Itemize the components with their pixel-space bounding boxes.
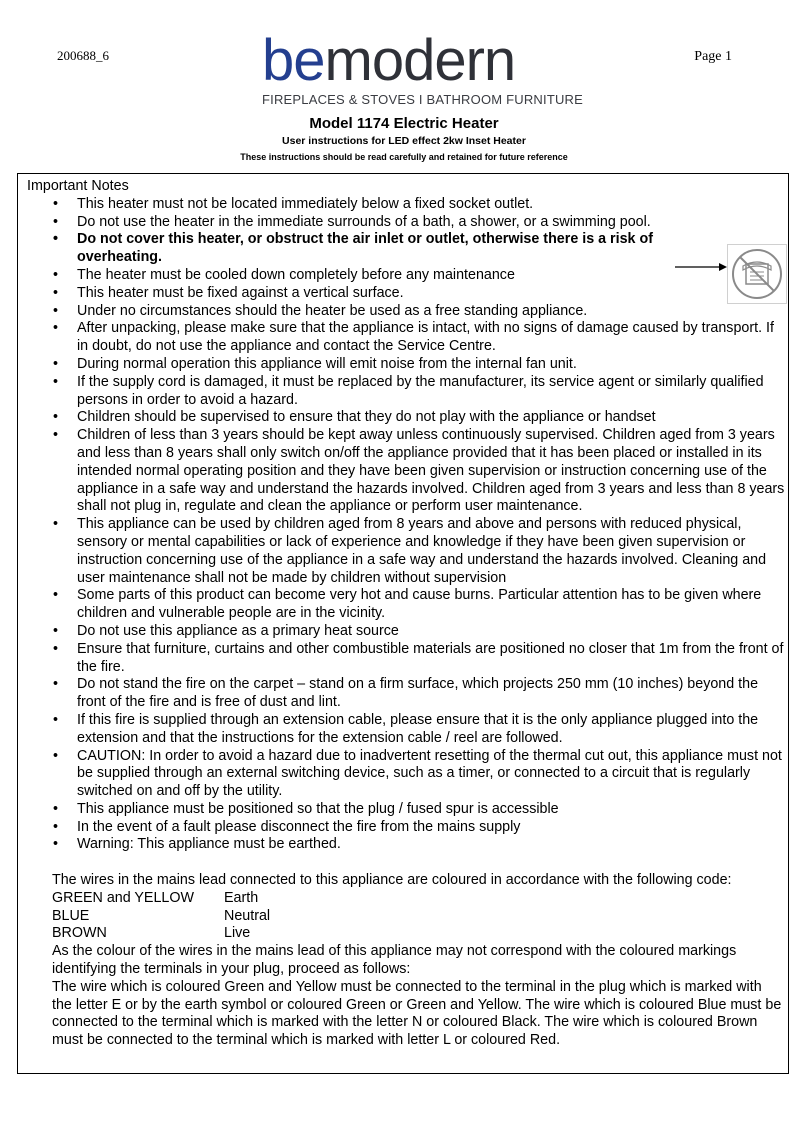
do-not-cover-icon <box>727 244 787 304</box>
wiring-paragraph-1: As the colour of the wires in the mains lead of this appliance may not correspond with the coloured markings identifying the terminals in your plug, proceed as follows: <box>52 943 737 978</box>
brand-logo <box>262 28 584 107</box>
list-item: • This appliance must be positioned so that the plug / fused spur is accessible <box>27 801 785 819</box>
list-item: • Some parts of this product can become very hot and cause burns. Particular attention has to be given where children and vulnerable people are in the vicinity. <box>27 587 785 623</box>
list-item: • Under no circumstances should the heater be used as a free standing appliance. <box>27 303 785 321</box>
list-item: • After unpacking, please make sure that the appliance is intact, with no signs of damage caused by transport. If in doubt, do not use the appliance and contact the Service Centre. <box>27 320 785 356</box>
list-item: • This appliance can be used by children aged from 8 years and above and persons with reduced physical, sensory or mental capabilities or lack of experience and knowledge if they have been given supervision or instruction concerning use of the appliance in a safe way and understand the hazards involved. Cleaning and user maintenance shall not be made by children without supervision <box>27 516 785 587</box>
notes-content <box>27 178 785 1050</box>
list-item: • Do not stand the fire on the carpet – stand on a firm surface, which projects 250 mm (10 inches) beyond the front of the fire and is free of dust and lint. <box>27 676 785 712</box>
list-item: • CAUTION: In order to avoid a hazard due to inadvertent resetting of the thermal cut out, this appliance must not be supplied through an external switching device, such as a timer, or connected to a circuit that is regularly switched on and off by the utility. <box>27 748 785 801</box>
document-id: 200688_6 <box>57 48 109 63</box>
list-item: • In the event of a fault please disconnect the fire from the mains supply <box>27 819 785 837</box>
arrow-right-icon <box>675 261 727 273</box>
list-item: • This heater must be fixed against a vertical surface. <box>27 285 785 303</box>
list-item: • Children should be supervised to ensure that they do not play with the appliance or handset <box>27 409 785 427</box>
page-number: Page 1 <box>694 49 732 64</box>
list-item: • If the supply cord is damaged, it must be replaced by the manufacturer, its service agent or similarly qualified persons in order to avoid a hazard. <box>27 374 785 410</box>
wire-meaning: Live <box>224 925 251 942</box>
title-block <box>0 114 808 164</box>
list-item: • This heater must not be located immediately below a fixed socket outlet. <box>27 196 785 214</box>
list-item: • During normal operation this appliance will emit noise from the internal fan unit. <box>27 356 785 374</box>
wiring-table <box>27 890 785 943</box>
wire-colour: BROWN <box>52 925 107 942</box>
wire-row <box>52 890 785 908</box>
notes-heading: Important Notes <box>27 178 129 194</box>
list-item: • The heater must be cooled down completely before any maintenance <box>27 267 785 285</box>
list-item: • Ensure that furniture, curtains and other combustible materials are positioned no closer that 1m from the front of the fire. <box>27 641 785 677</box>
wiring-paragraph-2: The wire which is coloured Green and Yellow must be connected to the terminal in the plug which is marked with the letter E or by the earth symbol or coloured Green or Green and Yellow. The wire which is coloured Blue must be connected to the terminal which is marked with the letter N or coloured Black. The wire which is coloured Brown must be connected to the terminal which is marked with letter L or coloured Red. <box>52 978 782 1049</box>
wire-meaning: Earth <box>224 889 259 906</box>
list-item: • Do not cover this heater, or obstruct the air inlet or outlet, otherwise there is a risk of overheating. <box>27 231 785 267</box>
list-item: • Do not use the heater in the immediate surrounds of a bath, a shower, or a swimming pool. <box>27 214 785 232</box>
logo-modern: modern <box>324 28 516 93</box>
logo-tagline: FIREPLACES & STOVES I BATHROOM FURNITURE <box>262 92 584 107</box>
wire-meaning: Neutral <box>224 907 271 924</box>
logo-wordmark <box>262 30 562 92</box>
wire-colour: BLUE <box>52 907 90 924</box>
page-note: These instructions should be read carefully and retained for future reference <box>240 152 568 162</box>
list-item: • Warning: This appliance must be earthed. <box>27 836 785 854</box>
notes-list <box>27 196 785 854</box>
list-item: • Children of less than 3 years should be kept away unless continuously supervised. Children aged from 3 years and less than 8 years shall only switch on/off the appliance provided that it has been placed or installed in its intended normal operating position and they have been given supervision or instruction concerning use of the appliance in a safe way and understand the hazards involved. Children aged from 3 years and less than 8 years shall not plug in, regulate and clean the appliance or perform user maintenance. <box>27 427 785 516</box>
page-subtitle: User instructions for LED effect 2kw Inset Heater <box>282 135 526 147</box>
wire-row <box>52 908 785 926</box>
wire-row <box>52 925 785 943</box>
list-item: • If this fire is supplied through an extension cable, please ensure that it is the only appliance plugged into the extension and that the instructions for the extension cable / reel are followed. <box>27 712 785 748</box>
wire-colour: GREEN and YELLOW <box>52 889 194 906</box>
list-item: • Do not use this appliance as a primary heat source <box>27 623 785 641</box>
spacer <box>27 854 785 872</box>
logo-be: be <box>262 28 325 93</box>
page-title: Model 1174 Electric Heater <box>309 115 499 132</box>
wiring-intro: The wires in the mains lead connected to this appliance are coloured in accordance with the following code: <box>52 872 732 889</box>
